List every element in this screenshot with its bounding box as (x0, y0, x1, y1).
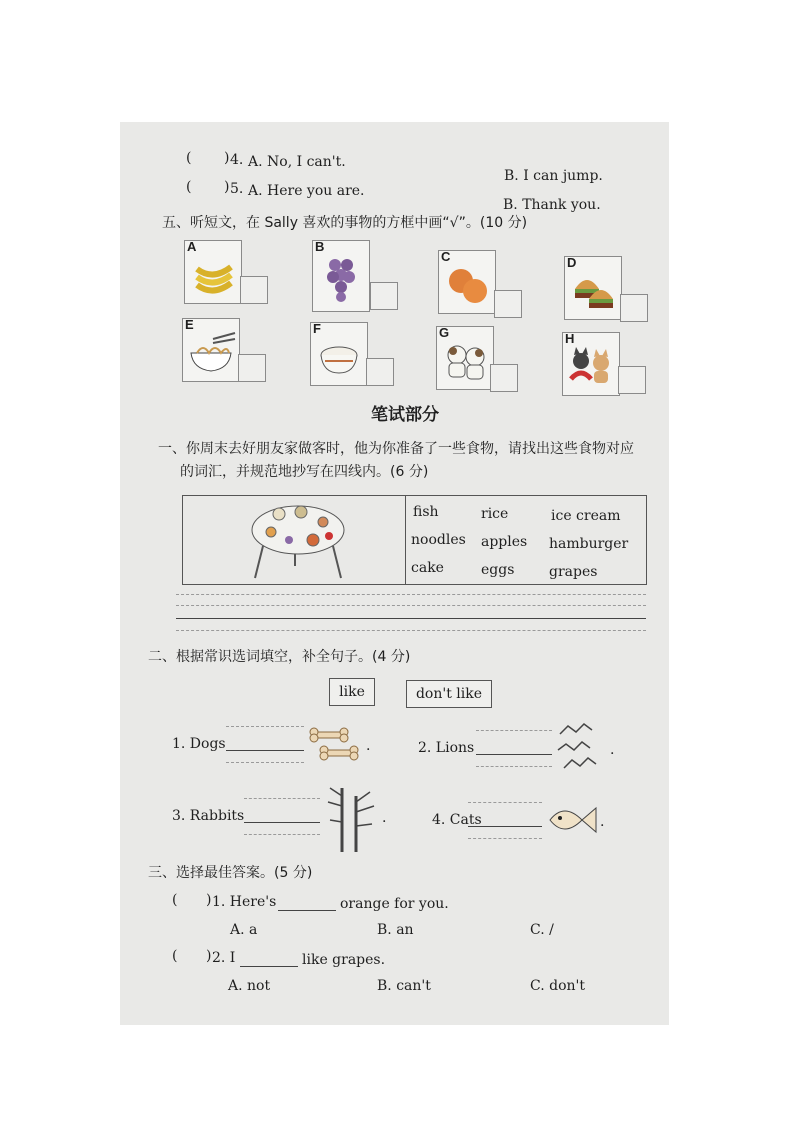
sentence-4-guide-top (468, 802, 542, 803)
word-rice: rice (481, 506, 509, 522)
section1-line1: 一、你周末去好朋友家做客时，他为你准备了一些食物，请找出这些食物对应 (158, 441, 634, 457)
choice-dont-like: don't like (406, 680, 492, 708)
q5-option-b: B. Thank you. (503, 197, 601, 213)
checkbox-f[interactable] (366, 358, 394, 386)
mc2-tail: like grapes. (302, 952, 386, 968)
picture-f (310, 322, 368, 386)
written-heading: 笔试部分 (371, 405, 439, 425)
checkbox-h[interactable] (618, 366, 646, 394)
sentence-1-end: . (366, 738, 371, 754)
sentence-1-text: 1. Dogs (172, 736, 226, 752)
section2-title: 二、根据常识选词填空，补全句子。(4 分) (148, 649, 411, 665)
writing-line-1[interactable] (176, 594, 646, 595)
mc2-paren-open: ( (172, 948, 178, 964)
q4-number: 4. (230, 152, 244, 168)
picture-e (182, 318, 240, 382)
word-ice-cream: ice cream (551, 508, 621, 524)
mc2-option-c[interactable]: C. don't (530, 978, 585, 994)
sentence-3-end: . (382, 810, 387, 826)
food-word-table (182, 495, 647, 585)
mc2-stem: 2. I (212, 950, 236, 966)
picture-c (438, 250, 496, 314)
picture-a-letter: A (187, 239, 197, 254)
mc1-option-b[interactable]: B. an (377, 922, 414, 938)
writing-line-3[interactable] (176, 618, 646, 619)
word-fish: fish (413, 504, 439, 520)
sentence-4-end: . (600, 814, 605, 830)
mc2-blank[interactable] (240, 966, 298, 967)
mc1-paren-close: ) (206, 892, 212, 908)
q4-option-a: A. No, I can't. (248, 154, 346, 170)
picture-b-letter: B (315, 239, 325, 254)
picture-g-letter: G (439, 325, 450, 340)
mc1-blank[interactable] (278, 910, 336, 911)
sentence-3-guide-bottom (244, 834, 320, 835)
sentence-2-guide-bottom (476, 766, 552, 767)
section3-title: 三、选择最佳答案。(5 分) (148, 865, 313, 881)
picture-g (436, 326, 494, 390)
picture-a (184, 240, 242, 304)
checkbox-a[interactable] (240, 276, 268, 304)
picture-f-letter: F (313, 321, 321, 336)
sentence-3-blank[interactable] (244, 822, 320, 823)
mc1-option-c[interactable]: C. / (530, 922, 554, 938)
picture-c-letter: C (441, 249, 451, 264)
checkbox-e[interactable] (238, 354, 266, 382)
mc1-option-a[interactable]: A. a (230, 922, 258, 938)
mc1-paren-open: ( (172, 892, 178, 908)
grass-icon (554, 720, 610, 780)
checkbox-g[interactable] (490, 364, 518, 392)
word-cake: cake (411, 560, 444, 576)
sentence-2-blank[interactable] (476, 754, 552, 755)
picture-b (312, 240, 370, 312)
word-eggs: eggs (481, 562, 515, 578)
mc2-option-b[interactable]: B. can't (377, 978, 431, 994)
food-table-illustration (183, 496, 405, 584)
bones-icon (306, 722, 366, 768)
writing-line-4[interactable] (176, 630, 646, 631)
section1-line2: 的词汇，并规范地抄写在四线内。(6 分) (180, 464, 429, 480)
mc1-tail: orange for you. (340, 896, 449, 912)
bamboo-icon (324, 782, 387, 854)
checkbox-d[interactable] (620, 294, 648, 322)
mc1-stem: 1. Here's (212, 894, 277, 910)
sentence-1-guide-bottom (226, 762, 304, 763)
table-divider (405, 496, 406, 584)
mc2-paren-close: ) (206, 948, 212, 964)
sentence-4-guide-bottom (468, 838, 542, 839)
checkbox-b[interactable] (370, 282, 398, 310)
sentence-1-guide-top (226, 726, 304, 727)
sentence-2-guide-top (476, 730, 552, 731)
mc2-option-a[interactable]: A. not (228, 978, 271, 994)
word-apples: apples (481, 534, 528, 550)
sentence-3-guide-top (244, 798, 320, 799)
sentence-4-blank[interactable] (468, 826, 542, 827)
sentence-2-end: . (610, 742, 615, 758)
q5-option-a: A. Here you are. (248, 183, 365, 199)
q4-option-b: B. I can jump. (504, 168, 603, 184)
choice-like: like (329, 678, 375, 706)
word-hamburger: hamburger (549, 536, 629, 552)
sentence-1-blank[interactable] (226, 750, 304, 751)
q4-paren-close: ) (224, 150, 230, 166)
picture-e-letter: E (185, 317, 194, 332)
sentence-3-text: 3. Rabbits (172, 808, 245, 824)
checkbox-c[interactable] (494, 290, 522, 318)
q5-number: 5. (230, 181, 244, 197)
section5-title: 五、听短文，在 Sally 喜欢的事物的方框中画“√”。(10 分) (162, 215, 528, 231)
q5-paren-close: ) (224, 179, 230, 195)
fish-icon (546, 798, 600, 842)
picture-h-letter: H (565, 331, 575, 346)
word-noodles: noodles (411, 532, 466, 548)
picture-d (564, 256, 622, 320)
sentence-4-text: 4. Cats (432, 812, 482, 828)
picture-d-letter: D (567, 255, 577, 270)
writing-line-2[interactable] (176, 605, 646, 606)
word-grapes: grapes (549, 564, 598, 580)
q5-paren-open: ( (186, 179, 192, 195)
picture-h (562, 332, 620, 396)
worksheet-page (120, 122, 669, 1025)
q4-paren-open: ( (186, 150, 192, 166)
sentence-2-text: 2. Lions (418, 740, 475, 756)
